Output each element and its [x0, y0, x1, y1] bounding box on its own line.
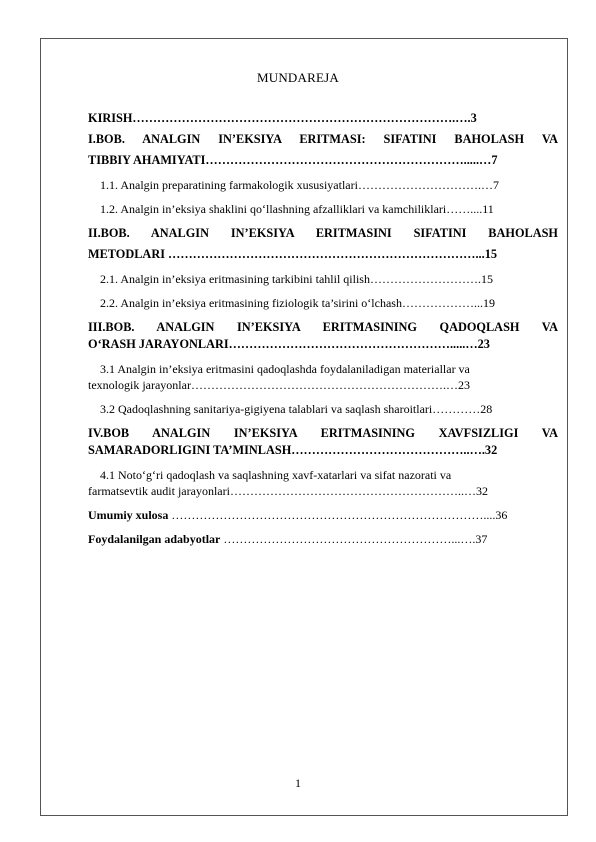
- toc-chapter-4-title-cont[interactable]: SAMARADORLIGINI TA’MINLASH……………………………………..….32: [88, 443, 498, 457]
- toc-entry-kirish[interactable]: KIRISH…………………………………………………………………….….3: [88, 111, 477, 125]
- toc-chapter-1-title-cont[interactable]: TIBBIY AHAMIYATI……………………………………………………….....…7: [88, 153, 498, 167]
- table-of-contents: [88, 110, 558, 547]
- toc-entry-adabiyotlar[interactable]: [88, 531, 558, 547]
- page-number: 1: [295, 776, 301, 790]
- toc-umumiy-xulosa-label: Umumiy xulosa: [88, 508, 169, 522]
- toc-entry-umumiy-xulosa[interactable]: [88, 507, 558, 523]
- toc-section-3-1-cont[interactable]: texnologik jarayonlar……………………………………………………….…23: [88, 378, 470, 392]
- toc-adabiyotlar-label: Foydalanilgan adabyotlar: [88, 532, 221, 546]
- toc-section-1-1[interactable]: 1.1. Analgin preparatining farmakologik xususiyatlari………………………….…7: [100, 178, 499, 192]
- toc-chapter-3-title-cont[interactable]: O‘RASH JARAYONLARI……………………………………………….....…23: [88, 337, 490, 351]
- toc-chapter-3-title[interactable]: III.BOB. ANALGIN IN’EKSIYA ERITMASINING QADOQLASH VA: [88, 320, 558, 334]
- toc-section-4-1[interactable]: 4.1 Noto‘g‘ri qadoqlash va saqlashning xavf-xatarlari va sifat nazorati va: [100, 468, 452, 482]
- toc-adabiyotlar-leader: …………………………………………………...….37: [220, 532, 488, 546]
- toc-chapter-4-title[interactable]: IV.BOB ANALGIN IN’EKSIYA ERITMASINING XAVFSIZLIGI VA: [88, 426, 558, 440]
- toc-section-1-2[interactable]: 1.2. Analgin in’eksiya shaklini qo‘llashning afzalliklari va kamchiliklari……....11: [100, 202, 494, 216]
- toc-section-3-1[interactable]: 3.1 Analgin in’eksiya eritmasini qadoqlashda foydalaniladigan materiallar va: [100, 362, 470, 376]
- toc-section-2-1[interactable]: 2.1. Analgin in’eksiya eritmasining tarkibini tahlil qilish……………………….15: [100, 272, 493, 286]
- toc-section-3-2[interactable]: 3.2 Qadoqlashning sanitariya-gigiyena talablari va saqlash sharoitlari…………28: [100, 402, 493, 416]
- toc-section-2-2[interactable]: 2.2. Analgin in’eksiya eritmasining fiziologik ta’sirini o‘lchash………………...19: [100, 296, 495, 310]
- document-title: MUNDAREJA: [257, 70, 339, 85]
- toc-chapter-2-title[interactable]: II.BOB. ANALGIN IN’EKSIYA ERITMASINI SIFATINI BAHOLASH: [88, 226, 558, 240]
- toc-umumiy-xulosa-leader: ……………………………………………………………………....36: [168, 508, 508, 522]
- toc-chapter-2-title-cont[interactable]: METODLARI …………………………………………………………………...15: [88, 247, 497, 261]
- toc-section-4-1-cont[interactable]: farmatsevtik audit jarayonlari…………………………………………………..…32: [88, 484, 488, 498]
- toc-chapter-1-title[interactable]: I.BOB. ANALGIN IN’EKSIYA ERITMASI: SIFATINI BAHOLASH VA: [88, 132, 558, 146]
